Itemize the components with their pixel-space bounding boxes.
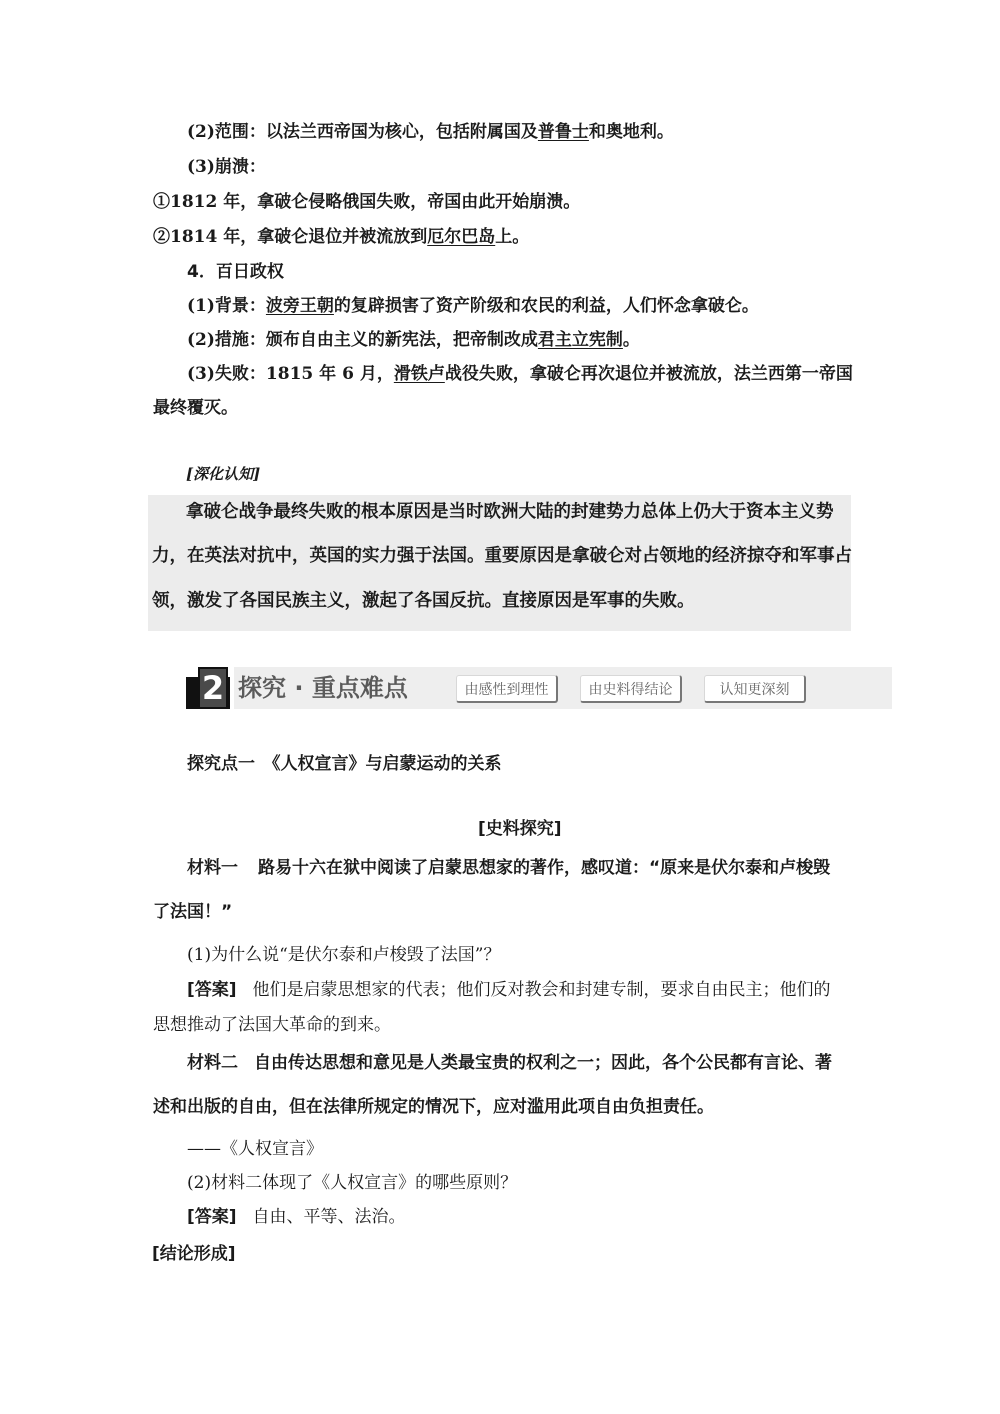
background-line: [187, 295, 759, 317]
deepen-box: [148, 495, 851, 631]
banner-title: 探究 · 重点难点: [238, 674, 408, 702]
source-heading: [史料探究]: [478, 819, 562, 839]
section-heading-hundred-days: 4．百日政权: [187, 262, 284, 282]
failure-line: [187, 363, 853, 385]
collapse-item-2: [153, 226, 529, 248]
tag-deeper-cognition: 认知更深刻: [704, 675, 806, 703]
scope-text-end: 和奥地利。: [588, 122, 674, 142]
waterloo-underlined: 滑铁卢: [393, 364, 445, 384]
collapse-item-1: ①1812 年，拿破仑侵略俄国失败，帝国由此开始崩溃。: [153, 192, 581, 212]
answer-1-label: [答案]: [187, 980, 237, 1000]
background-text: 的复辟损害了资产阶级和农民的利益，人们怀念拿破仑。: [333, 296, 759, 316]
material-2-text: 自由传达思想和意见是人类最宝贵的权利之一；因此，各个公民都有言论、著: [254, 1053, 832, 1073]
measures-text: 颁布自由主义的新宪法，把帝制改成: [265, 330, 538, 350]
collapse-item-2-end: 上。: [495, 227, 530, 247]
deepen-line-1: 拿破仑战争最终失败的根本原因是当时欧洲大陆的封建势力总体上仍大于资本主义势: [186, 502, 834, 522]
scope-line: [187, 121, 674, 143]
material-1-line-2: 了法国！”: [153, 902, 233, 922]
answer-2-text: 自由、平等、法治。: [252, 1207, 406, 1227]
conclusion-heading: [结论形成]: [152, 1244, 236, 1264]
elba-underlined: 厄尔巴岛: [427, 227, 496, 247]
deepen-line-2: 力，在英法对抗中，英国的实力强于法国。重要原因是拿破仑对占领地的经济掠夺和军事占: [152, 546, 852, 566]
collapse-label: (3)崩溃：: [187, 157, 266, 177]
constitutional-monarchy-underlined: 君主立宪制: [537, 330, 623, 350]
answer-2-label: [答案]: [187, 1207, 237, 1227]
answer-1-line-2: 思想推动了法国大革命的到来。: [153, 1015, 391, 1035]
answer-1-text: 他们是启蒙思想家的代表；他们反对教会和封建专制，要求自由民主；他们的: [252, 980, 831, 1000]
material-2-line-1: [187, 1052, 832, 1074]
background-label: (1)背景：: [187, 296, 266, 316]
material-1-label: 材料一: [187, 858, 238, 878]
material-1-line-1: [187, 857, 830, 879]
scope-text: 以法兰西帝国为核心，包括附属国及: [265, 122, 538, 142]
deepen-label: [深化认知]: [186, 465, 261, 483]
question-2: (2)材料二体现了《人权宣言》的哪些原则？: [187, 1173, 518, 1193]
material-2-line-2: 述和出版的自由，但在法律所规定的情况下，应对滥用此项自由负担责任。: [153, 1097, 714, 1117]
answer-1-line-1: [187, 979, 831, 1001]
material-2-label: 材料二: [187, 1053, 238, 1073]
measures-end: 。: [622, 330, 640, 350]
question-1: (1)为什么说“是伏尔泰和卢梭毁了法国”？: [187, 945, 501, 965]
failure-line-2: 最终覆灭。: [153, 398, 238, 418]
tag-sources-to-conclusion: 由史料得结论: [580, 675, 682, 703]
collapse-item-2-text: ②1814 年，拿破仑退位并被流放到: [153, 227, 428, 247]
section-number-badge: 2: [198, 667, 228, 707]
material-2-source: ——《人权宣言》: [187, 1139, 323, 1159]
failure-text: 战役失败，拿破仑再次退位并被流放，法兰西第一帝国: [444, 364, 853, 384]
explore-point-title: 探究点一 《人权宣言》与启蒙运动的关系: [187, 754, 502, 774]
deepen-line-3: 领，激发了各国民族主义，激起了各国反抗。直接原因是军事的失败。: [152, 591, 695, 611]
answer-2: [187, 1206, 406, 1228]
failure-date: 1815 年 6 月，: [265, 364, 394, 384]
prussia-underlined: 普鲁士: [537, 122, 589, 142]
tag-sensible-to-rational: 由感性到理性: [456, 675, 558, 703]
measures-label: (2)措施：: [187, 330, 266, 350]
bourbon-underlined: 波旁王朝: [265, 296, 334, 316]
section-banner: [186, 667, 892, 709]
measures-line: [187, 329, 640, 351]
material-1-text: 路易十六在狱中阅读了启蒙思想家的著作，感叹道：“原来是伏尔泰和卢梭毁: [258, 858, 831, 878]
failure-label: (3)失败：: [187, 364, 266, 384]
scope-label: (2)范围：: [187, 122, 266, 142]
